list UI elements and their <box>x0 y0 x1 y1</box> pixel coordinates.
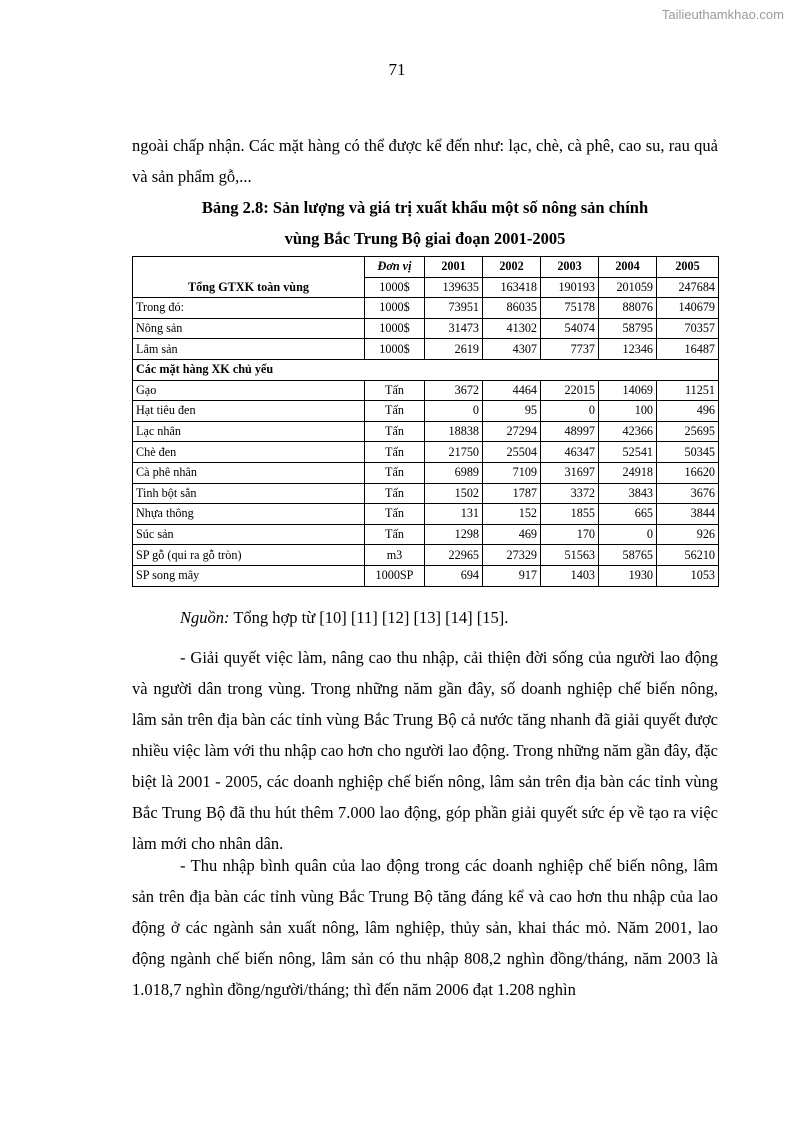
row-label: Trong đó: <box>133 298 365 319</box>
table-row <box>133 462 719 483</box>
table-row <box>133 504 719 525</box>
row-value: 3676 <box>657 483 719 504</box>
row-label: Gạo <box>133 380 365 401</box>
row-value: 41302 <box>483 318 541 339</box>
row-value: 54074 <box>541 318 599 339</box>
row-unit: Tấn <box>365 401 425 422</box>
row-label: Chè đen <box>133 442 365 463</box>
row-value: 75178 <box>541 298 599 319</box>
total-value: 247684 <box>657 277 719 298</box>
source-text: Tổng hợp từ [10] [11] [12] [13] [14] [15]. <box>229 608 509 627</box>
row-unit: Tấn <box>365 504 425 525</box>
row-value: 88076 <box>599 298 657 319</box>
row-value: 4464 <box>483 380 541 401</box>
row-value: 694 <box>425 565 483 586</box>
row-value: 4307 <box>483 339 541 360</box>
row-value: 1930 <box>599 565 657 586</box>
row-value: 14069 <box>599 380 657 401</box>
unit-header: Đơn vị <box>365 257 425 278</box>
row-value: 131 <box>425 504 483 525</box>
year-header: 2003 <box>541 257 599 278</box>
total-unit: 1000$ <box>365 277 425 298</box>
total-label: Tổng GTXK toàn vùng <box>133 257 365 298</box>
row-value: 22015 <box>541 380 599 401</box>
row-value: 22965 <box>425 545 483 566</box>
row-value: 56210 <box>657 545 719 566</box>
row-value: 24918 <box>599 462 657 483</box>
paragraph-income: - Thu nhập bình quân của lao động trong các doanh nghiệp chế biến nông, lâm sản trên địa bàn các tỉnh vùng Bắc Trung Bộ tăng đáng kể và cao hơn thu nhập của lao động ở các ngành sản xuất nông, lâm nghiệp, thủy sản, khai thác mỏ. Năm 2001, lao động ngành chế biến nông, lâm sản có thu nhập 808,2 nghìn đồng/tháng, năm 2003 là 1.018,7 nghìn đồng/người/tháng; thì đến năm 2006 đạt 1.208 nghìn <box>132 856 718 999</box>
row-value: 27294 <box>483 421 541 442</box>
row-value: 42366 <box>599 421 657 442</box>
row-label: Cà phê nhân <box>133 462 365 483</box>
row-label: Lạc nhân <box>133 421 365 442</box>
table-caption-line1: Bảng 2.8: Sản lượng và giá trị xuất khẩu một số nông sản chính <box>201 198 649 217</box>
row-value: 52541 <box>599 442 657 463</box>
row-value: 58765 <box>599 545 657 566</box>
row-value: 3843 <box>599 483 657 504</box>
row-value: 31473 <box>425 318 483 339</box>
row-value: 917 <box>483 565 541 586</box>
row-value: 12346 <box>599 339 657 360</box>
table-row <box>133 401 719 422</box>
table-row <box>133 545 719 566</box>
table-row <box>133 380 719 401</box>
row-value: 73951 <box>425 298 483 319</box>
row-value: 100 <box>599 401 657 422</box>
row-label: SP song mây <box>133 565 365 586</box>
row-value: 6989 <box>425 462 483 483</box>
table-row <box>133 421 719 442</box>
table-header-row <box>133 257 719 278</box>
total-value: 190193 <box>541 277 599 298</box>
row-unit: Tấn <box>365 483 425 504</box>
row-label: Lâm sản <box>133 339 365 360</box>
row-value: 48997 <box>541 421 599 442</box>
row-value: 25695 <box>657 421 719 442</box>
row-label: Hạt tiêu đen <box>133 401 365 422</box>
row-label: Súc sản <box>133 524 365 545</box>
row-value: 3844 <box>657 504 719 525</box>
page-number: 71 <box>388 60 406 79</box>
row-value: 51563 <box>541 545 599 566</box>
row-value: 140679 <box>657 298 719 319</box>
row-unit: 1000$ <box>365 318 425 339</box>
row-value: 665 <box>599 504 657 525</box>
row-unit: m3 <box>365 545 425 566</box>
year-header: 2004 <box>599 257 657 278</box>
row-value: 1855 <box>541 504 599 525</box>
total-value: 201059 <box>599 277 657 298</box>
row-value: 16620 <box>657 462 719 483</box>
row-unit: 1000SP <box>365 565 425 586</box>
total-value: 163418 <box>483 277 541 298</box>
row-value: 95 <box>483 401 541 422</box>
row-label: Tinh bột sắn <box>133 483 365 504</box>
row-label: Nông sản <box>133 318 365 339</box>
row-value: 2619 <box>425 339 483 360</box>
row-unit: Tấn <box>365 524 425 545</box>
row-label: Nhựa thông <box>133 504 365 525</box>
row-unit: Tấn <box>365 442 425 463</box>
row-value: 70357 <box>657 318 719 339</box>
row-value: 1502 <box>425 483 483 504</box>
row-value: 152 <box>483 504 541 525</box>
row-unit: Tấn <box>365 421 425 442</box>
row-value: 58795 <box>599 318 657 339</box>
row-value: 926 <box>657 524 719 545</box>
row-value: 1053 <box>657 565 719 586</box>
table-row <box>133 483 719 504</box>
section-label: Các mặt hàng XK chủ yếu <box>133 359 719 380</box>
row-unit: 1000$ <box>365 339 425 360</box>
table-row <box>133 565 719 586</box>
row-value: 18838 <box>425 421 483 442</box>
row-value: 1298 <box>425 524 483 545</box>
table-row <box>133 318 719 339</box>
row-value: 170 <box>541 524 599 545</box>
row-value: 496 <box>657 401 719 422</box>
paragraph-employment: - Giải quyết việc làm, nâng cao thu nhập, cải thiện đời sống của người lao động và người dân trong vùng. Trong những năm gần đây, số doanh nghiệp chế biến nông, lâm sản trên địa bàn các tỉnh vùng Bắc Trung Bộ cả nước tăng nhanh đã giải quyết được nhiều việc làm với thu nhập cao hơn cho người lao động. Trong những năm gần đây, đặc biệt là 2001 - 2005, các doanh nghiệp chế biến nông, lâm sản trên địa bàn các tỉnh vùng Bắc Trung Bộ đã thu hút thêm 7.000 lao động, góp phần giải quyết sức ép về tạo ra việc làm mới cho nhân dân. <box>132 648 718 853</box>
table-row <box>133 524 719 545</box>
source-label: Nguồn: <box>180 608 230 627</box>
watermark: Tailieuthamkhao.com <box>661 7 784 22</box>
row-value: 0 <box>541 401 599 422</box>
table-caption-line2: vùng Bắc Trung Bộ giai đoạn 2001-2005 <box>284 229 566 248</box>
table-row <box>133 442 719 463</box>
row-value: 50345 <box>657 442 719 463</box>
row-value: 46347 <box>541 442 599 463</box>
row-value: 3372 <box>541 483 599 504</box>
table-row <box>133 339 719 360</box>
row-unit: Tấn <box>365 462 425 483</box>
intro-paragraph: ngoài chấp nhận. Các mặt hàng có thể được kể đến như: lạc, chè, cà phê, cao su, rau quả và sản phẩm gỗ,... <box>132 136 718 186</box>
total-value: 139635 <box>425 277 483 298</box>
row-value: 1787 <box>483 483 541 504</box>
row-value: 27329 <box>483 545 541 566</box>
section-row <box>133 359 719 380</box>
row-value: 1403 <box>541 565 599 586</box>
row-value: 0 <box>425 401 483 422</box>
table-row <box>133 298 719 319</box>
row-value: 86035 <box>483 298 541 319</box>
row-value: 0 <box>599 524 657 545</box>
year-header: 2005 <box>657 257 719 278</box>
row-value: 25504 <box>483 442 541 463</box>
year-header: 2001 <box>425 257 483 278</box>
row-value: 16487 <box>657 339 719 360</box>
row-value: 469 <box>483 524 541 545</box>
row-label: SP gỗ (qui ra gỗ tròn) <box>133 545 365 566</box>
row-value: 7109 <box>483 462 541 483</box>
year-header: 2002 <box>483 257 541 278</box>
row-value: 3672 <box>425 380 483 401</box>
row-unit: 1000$ <box>365 298 425 319</box>
source-note <box>180 608 508 628</box>
row-unit: Tấn <box>365 380 425 401</box>
row-value: 31697 <box>541 462 599 483</box>
row-value: 7737 <box>541 339 599 360</box>
export-table <box>132 256 719 587</box>
row-value: 11251 <box>657 380 719 401</box>
row-value: 21750 <box>425 442 483 463</box>
